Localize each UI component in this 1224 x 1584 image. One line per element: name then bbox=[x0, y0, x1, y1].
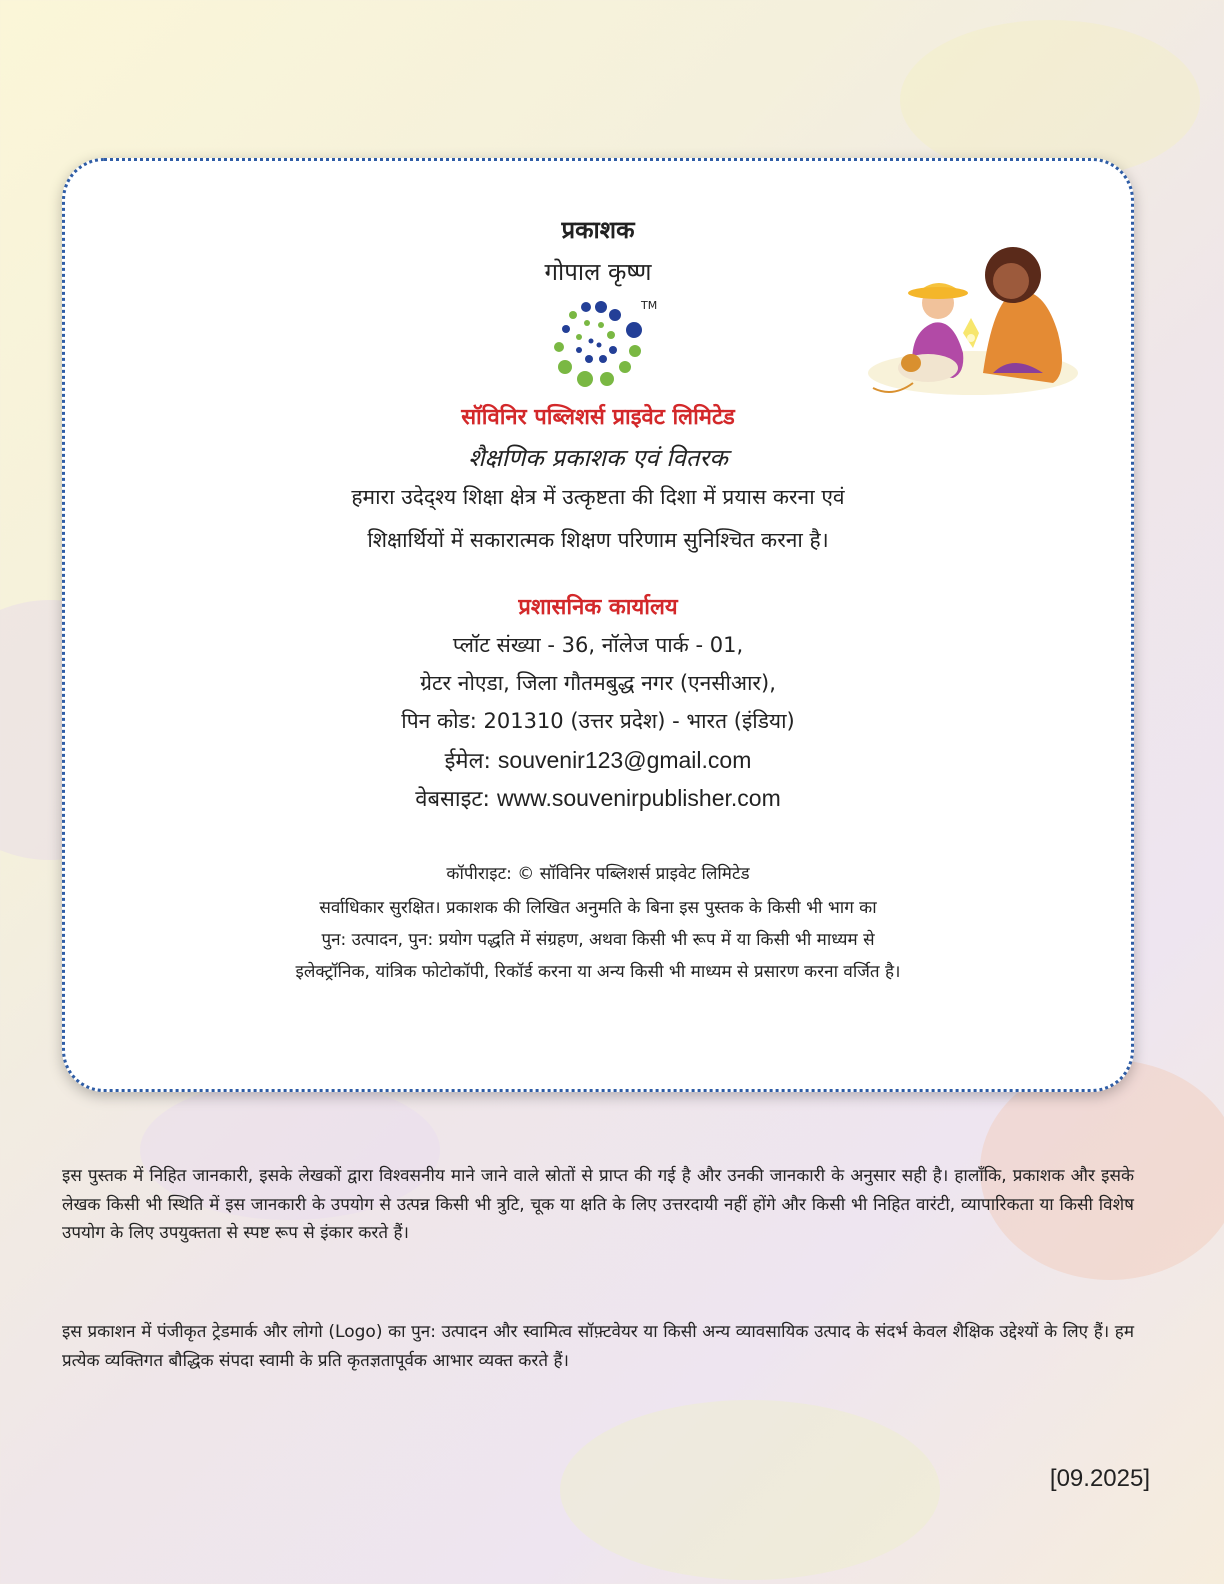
trademark-paragraph: इस प्रकाशन में पंजीकृत ट्रेडमार्क और लोगो (Logo) का पुन: उत्पादन और स्वामित्व सॉफ़्टवेयर या किसी अन्य व्यावसायिक उत्पाद के संदर्भ केवल शैक्षिक उद्देश्यों के लिए हैं। हम प्रत्येक व्यक्तिगत बौद्धिक संपदा स्वामी के प्रति कृतज्ञतापूर्वक आभार व्यक्त करते हैं। bbox=[62, 1322, 1134, 1371]
website-line bbox=[65, 783, 1131, 813]
email-address[interactable]: souvenir123@gmail.com bbox=[497, 747, 752, 773]
company-logo bbox=[549, 295, 659, 391]
website-label: वेबसाइट: bbox=[415, 787, 490, 812]
company-tagline: शैक्षणिक प्रकाशक एवं वितरक bbox=[468, 444, 728, 472]
mission-line: शिक्षार्थियों में सकारात्मक शिक्षण परिणाम सुनिश्चित करना है। bbox=[367, 528, 829, 552]
publisher-name: गोपाल कृष्ण bbox=[544, 258, 652, 286]
trademark-symbol: TM bbox=[641, 299, 658, 312]
office-heading: प्रशासनिक कार्यालय bbox=[518, 595, 678, 620]
address-line: पिन कोड: 201310 (उत्तर प्रदेश) - भारत (इंडिया) bbox=[401, 709, 795, 733]
address-line: प्लॉट संख्या - 36, नॉलेज पार्क - 01, bbox=[452, 633, 744, 657]
rights-line: सर्वाधिकार सुरक्षित। प्रकाशक की लिखित अनुमति के बिना इस पुस्तक के किसी भी भाग का bbox=[319, 898, 877, 918]
publisher-label: प्रकाशक bbox=[561, 216, 635, 244]
background-decoration bbox=[560, 1400, 940, 1580]
children-illustration bbox=[853, 223, 1083, 403]
company-name: सॉविनिर पब्लिशर्स प्राइवेट लिमिटेड bbox=[461, 405, 735, 430]
copyright-line: कॉपीराइट: © सॉविनिर पब्लिशर्स प्राइवेट लिमिटेड bbox=[446, 864, 750, 884]
email-label: ईमेल: bbox=[444, 749, 491, 774]
address-line: ग्रेटर नोएडा, जिला गौतमबुद्ध नगर (एनसीआर), bbox=[420, 671, 776, 695]
edition-code: [09.2025] bbox=[1049, 1465, 1150, 1492]
publisher-info-card bbox=[62, 158, 1134, 1092]
rights-line: इलेक्ट्रॉनिक, यांत्रिक फोटोकॉपी, रिकॉर्ड करना या अन्य किसी भी माध्यम से प्रसारण करना वर्जित है। bbox=[295, 962, 901, 982]
children-dog-illustration-icon bbox=[853, 223, 1083, 403]
email-line bbox=[65, 745, 1131, 775]
mission-line: हमारा उदेद्श्य शिक्षा क्षेत्र में उत्कृष्टता की दिशा में प्रयास करना एवं bbox=[351, 485, 845, 509]
website-url[interactable]: www.souvenirpublisher.com bbox=[496, 785, 781, 811]
background-decoration bbox=[900, 20, 1200, 180]
rights-line: पुन: उत्पादन, पुन: प्रयोग पद्धति में संग्रहण, अथवा किसी भी रूप में या किसी भी माध्यम से bbox=[321, 930, 875, 950]
disclaimer-paragraph: इस पुस्तक में निहित जानकारी, इसके लेखकों द्वारा विश्वसनीय माने जाने वाले स्रोतों से प्राप्त की गई है और उनकी जानकारी के अनुसार सही है। हालाँकि, प्रकाशक और इसके लेखक किसी भी स्थिति में इस जानकारी के उपयोग से उत्पन्न किसी भी त्रुटि, चूक या क्षति के लिए उत्तरदायी नहीं होंगे और किसी भी निहित वारंटी, व्यापारिकता या किसी विशेष उपयोग के लिए उपयुक्तता से स्पष्ट रूप से इंकार करते हैं। bbox=[62, 1166, 1134, 1243]
